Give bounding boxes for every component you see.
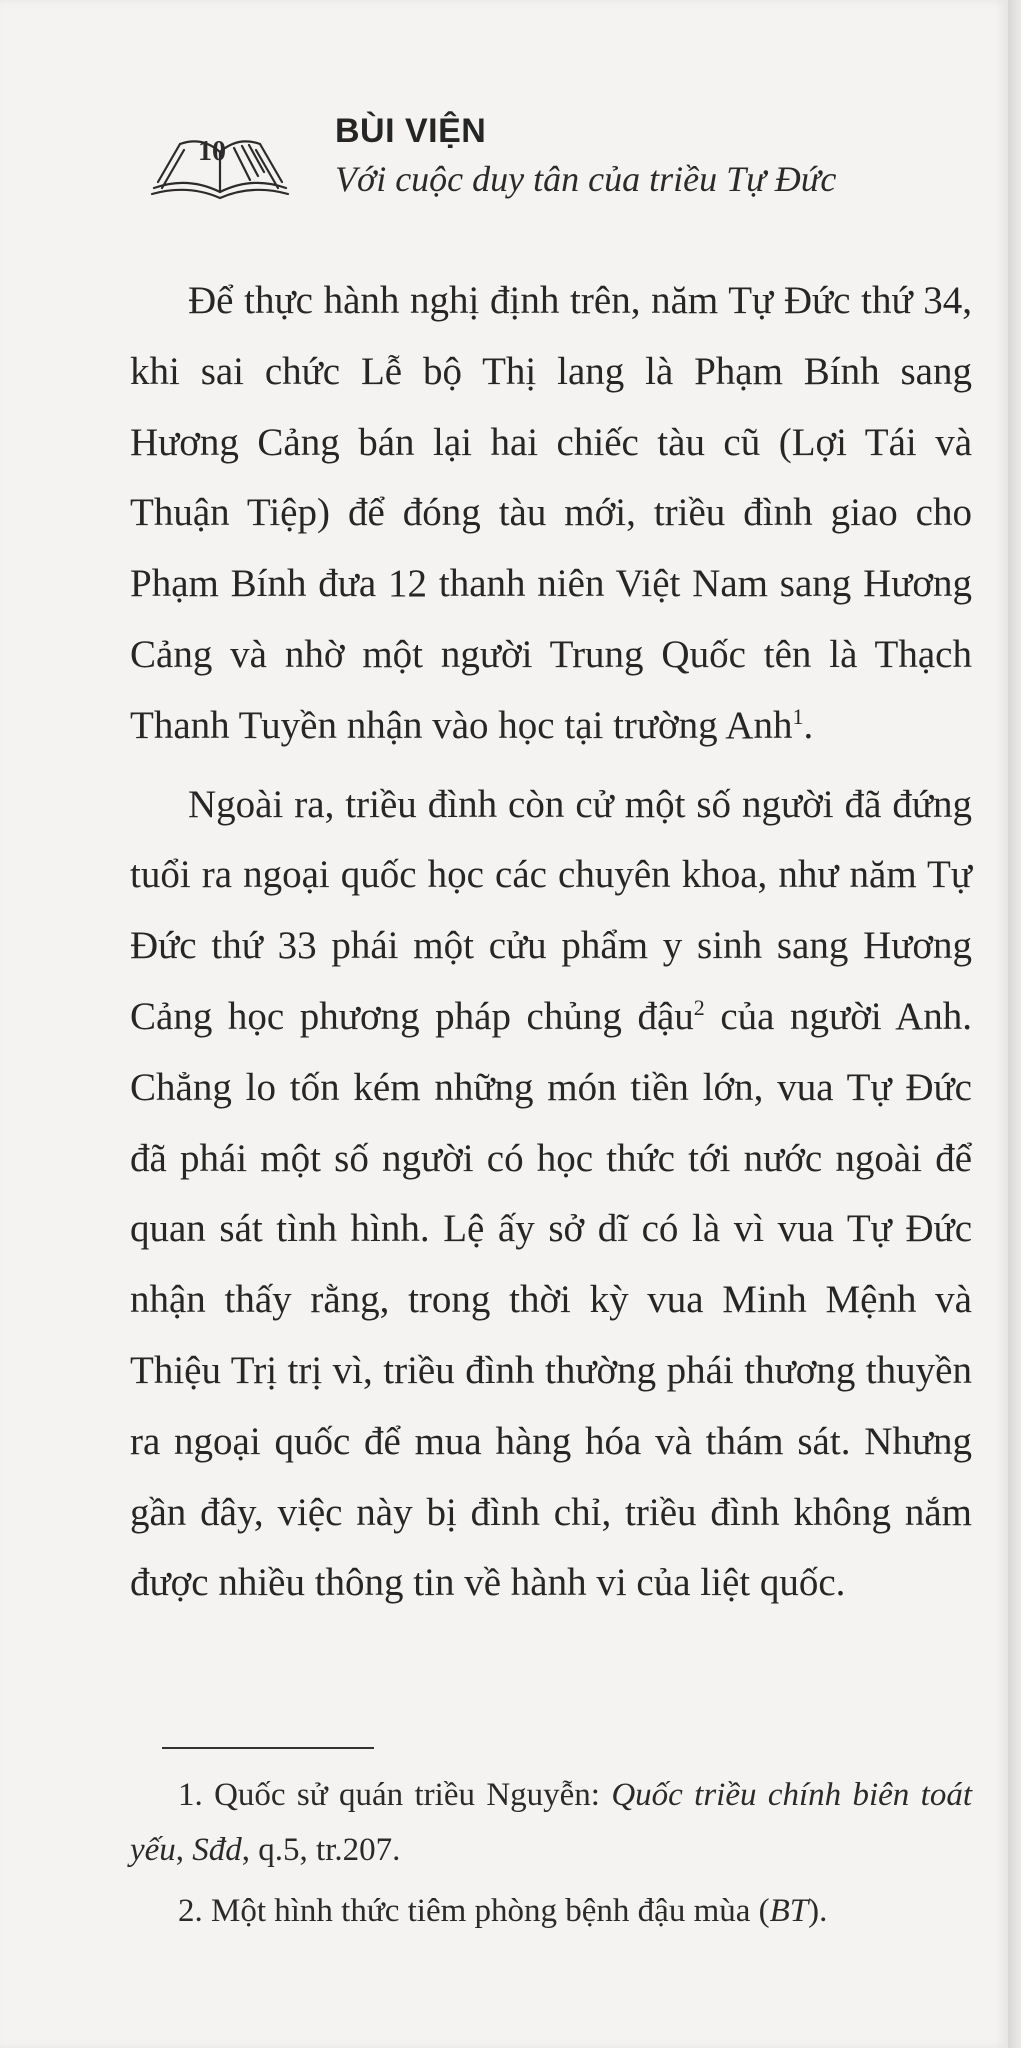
paragraph-text: Ngoài ra, triều đình còn cử một số người đã đứng tuổi ra ngoại quốc học các chuyên khoa, như năm Tự Đức thứ 33 phái một cửu phẩm y sinh sang Hương Cảng học phương pháp chủng đậu — [130, 782, 972, 1038]
paragraph-text-end: . — [803, 703, 814, 747]
footnote-divider — [162, 1747, 374, 1749]
footnote-ref: 1 — [792, 703, 804, 729]
footnote-1-location: , q.5, tr.207. — [241, 1832, 401, 1868]
page-header — [150, 112, 990, 202]
footnote-ref: 2 — [693, 994, 705, 1020]
footnote-2-bt: BT — [769, 1893, 809, 1929]
running-header-title: Với cuộc duy tân của triều Tự Đức — [335, 159, 837, 199]
footnote-1-title: Quốc triều chính biên toát yếu — [130, 1777, 972, 1868]
running-header-author: BÙI VIỆN — [335, 112, 487, 150]
page-number: 10 — [198, 136, 226, 167]
footnote-2: 2. Một hình thức tiêm phòng bệnh đậu mùa (BT). — [178, 1893, 828, 1929]
body-text — [130, 266, 972, 1619]
footnote-1: 1. Quốc sử quán triều Nguyễn: Quốc triều chính biên toát yếu, Sđd, q.5, tr.207. — [130, 1777, 972, 1868]
paragraph — [130, 770, 972, 1620]
paragraph — [130, 266, 972, 762]
paragraph-text: Để thực hành nghị định trên, năm Tự Đức thứ 34, khi sai chức Lễ bộ Thị lang là Phạm Bính sang Hương Cảng bán lại hai chiếc tàu cũ (Lợi Tái và Thuận Tiệp) để đóng tàu mới, triều đình giao cho Phạm Bính đưa 12 thanh niên Việt Nam sang Hương Cảng và nhờ một người Trung Quốc tên là Thạch Thanh Tuyền nhận vào học tại trường Anh — [130, 279, 972, 747]
footnote-2-text: 2. Một hình thức tiêm phòng bệnh đậu mùa ( — [178, 1893, 770, 1929]
footnote-1-sdd: Sđd — [192, 1832, 242, 1868]
paragraph-text-cont: của người Anh. Chẳng lo tốn kém những món tiền lớn, vua Tự Đức đã phái một số người có học thức tới nước ngoài để quan sát tình hình. Lệ ấy sở dĩ có là vì vua Tự Đức nhận thấy rằng, trong thời kỳ vua Minh Mệnh và Thiệu Trị trị vì, triều đình thường phái thương thuyền ra ngoại quốc để mua hàng hóa và thám sát. Nhưng gần đây, việc này bị đình chỉ, triều đình không nắm được nhiều thông tin về hành vi của liệt quốc. — [130, 994, 973, 1605]
page-edge — [1008, 0, 1021, 2048]
footnote-1-source: 1. Quốc sử quán triều Nguyễn: — [178, 1777, 612, 1813]
footnotes — [130, 1768, 972, 1939]
